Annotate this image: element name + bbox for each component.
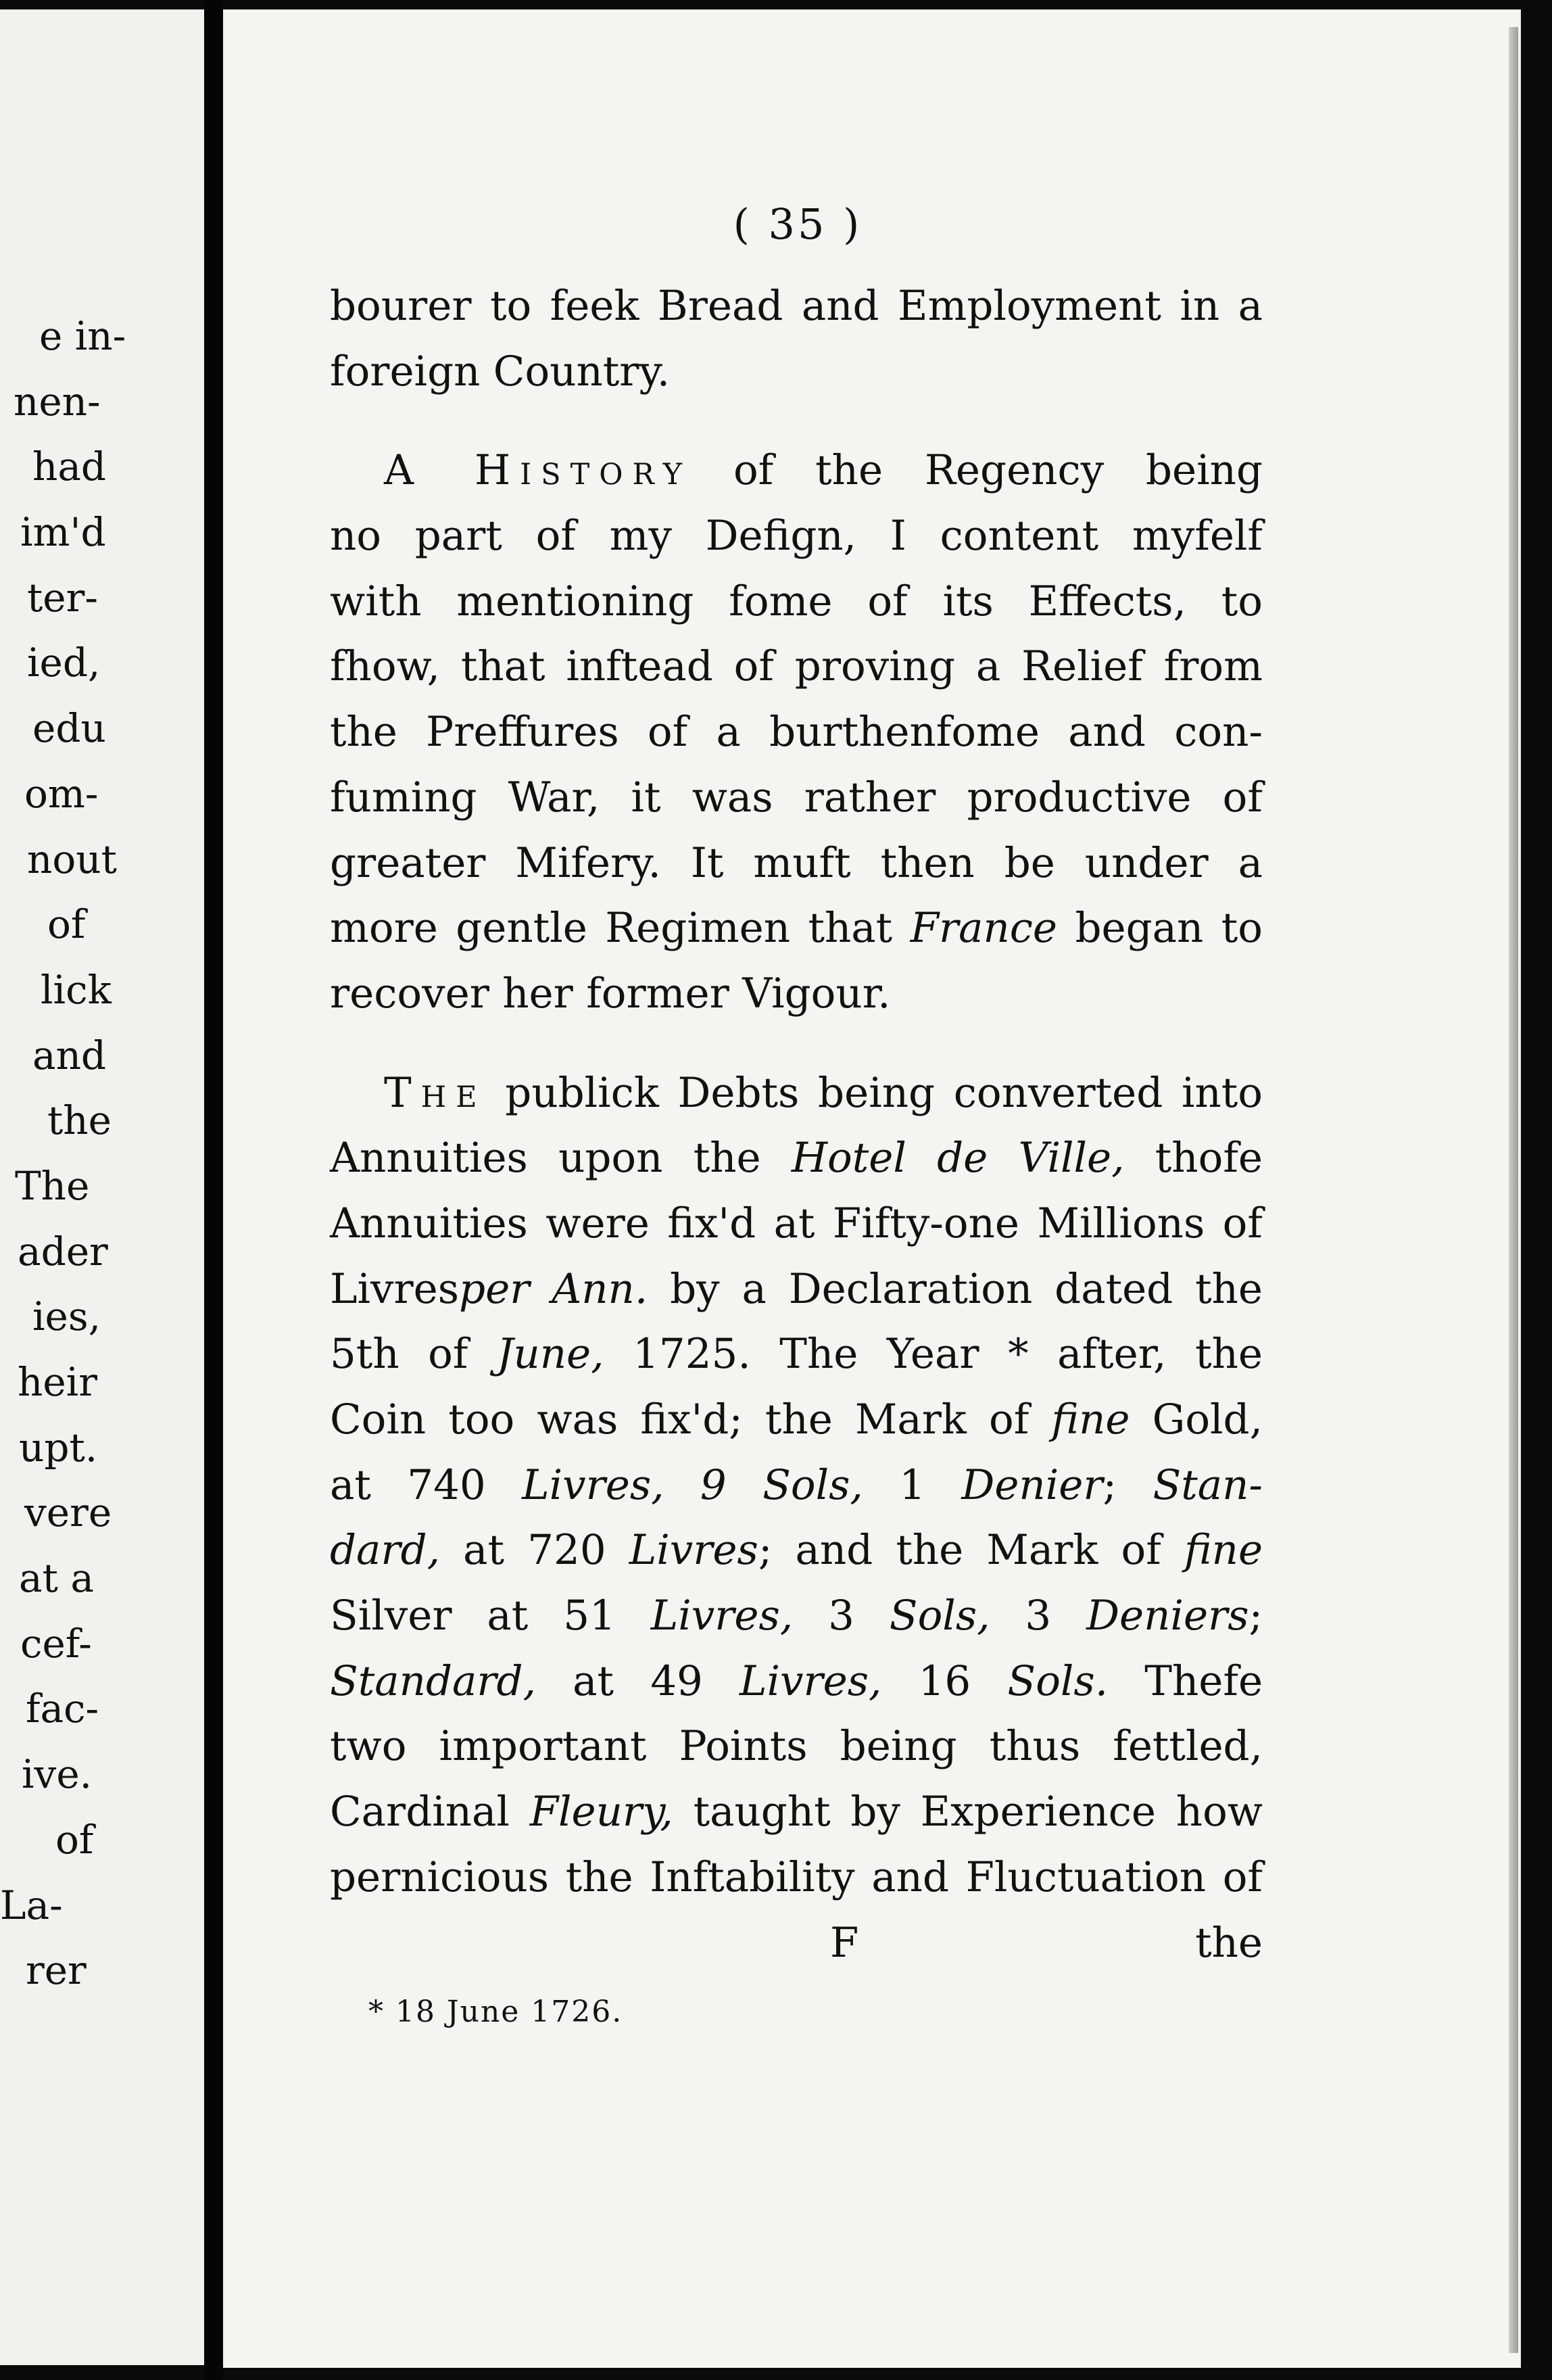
left-page-line: om- — [24, 770, 99, 817]
small-caps-heading: A History — [384, 446, 692, 495]
left-page-line: rer — [26, 1947, 87, 1994]
left-page-line: had — [32, 444, 107, 490]
left-page-line: of — [47, 901, 86, 948]
left-page-line: ader — [18, 1228, 108, 1275]
left-page-line: nen- — [14, 378, 101, 425]
text-line: two important Points being thus fettled, — [330, 1722, 1263, 1771]
text-line: Cardinal Fleury, taught by Experience how — [330, 1788, 1263, 1836]
left-page-line: of — [55, 1816, 94, 1863]
left-page-line: nout — [27, 836, 117, 882]
text-line: the Preffures of a burthenfome and con- — [330, 708, 1263, 757]
text-line: greater Mifery. It muft then be under a — [330, 838, 1263, 887]
book-gutter — [204, 0, 223, 2380]
text-line: Annuities upon the Hotel de Ville, thofe — [330, 1134, 1263, 1183]
text-line: Livresper Ann. by a Declaration dated the — [330, 1264, 1263, 1313]
text-line: The publick Debts being converted into — [384, 1068, 1263, 1117]
left-page-line: ied, — [27, 640, 101, 686]
text-line: Silver at 51 Livres, 3 Sols, 3 Deniers; — [330, 1592, 1263, 1640]
text-line: with mentioning fome of its Effects, to — [330, 577, 1263, 625]
text-line: 5th of June, 1725. The Year * after, the — [330, 1330, 1263, 1379]
text-line: at 740 Livres, 9 Sols, 1 Denier; Stan- — [330, 1460, 1263, 1509]
text-line: foreign Country. — [330, 347, 671, 396]
left-page-line: vere — [24, 1490, 112, 1536]
left-page-line: ive. — [22, 1751, 93, 1798]
left-page-line: ies, — [32, 1293, 101, 1340]
left-page-line: and — [32, 1032, 107, 1078]
text-line: recover her former Vigour. — [330, 969, 891, 1018]
left-page-fragment — [0, 9, 204, 2365]
left-page-line: heir — [18, 1359, 97, 1405]
page-edge — [1509, 27, 1518, 2353]
footnote: * 18 June 1726. — [368, 1995, 623, 2029]
text-line: more gentle Regimen that France began to — [330, 904, 1263, 953]
page-body — [330, 274, 1263, 1976]
left-page-line: edu — [32, 705, 106, 752]
left-page-line: upt. — [19, 1424, 98, 1471]
text-line: pernicious the Inftability and Fluctuation of — [330, 1853, 1263, 1901]
signature-mark: F — [830, 1918, 859, 1967]
catchword: the — [1195, 1918, 1263, 1967]
left-page-line: the — [47, 1097, 112, 1144]
text-line: no part of my Defign, I content myfelf — [330, 512, 1263, 561]
text-line: Coin too was fix'd; the Mark of fine Gold, — [330, 1396, 1263, 1444]
text-line: bourer to feek Bread and Employment in a — [330, 282, 1263, 330]
text-line: Annuities were fix'd at Fifty-one Millions of — [330, 1199, 1263, 1247]
left-page-line: fac- — [26, 1686, 99, 1732]
left-page-line: e in- — [39, 313, 126, 359]
left-page-line: cef- — [20, 1620, 92, 1667]
left-page-line: ter- — [27, 574, 98, 621]
left-page-line: The — [15, 1162, 90, 1209]
text-line: dard, at 720 Livres; and the Mark of fine — [330, 1526, 1263, 1575]
text-line: fhow, that inftead of proving a Relief from — [330, 642, 1263, 691]
text-line: fuming War, it was rather productive of — [330, 773, 1263, 822]
text-line: Standard, at 49 Livres, 16 Sols. Thefe — [330, 1657, 1263, 1705]
left-page-line: at a — [19, 1555, 94, 1602]
signature-row — [330, 1911, 1263, 1976]
small-caps-heading: The — [384, 1068, 487, 1117]
left-page-line: im'd — [20, 509, 106, 556]
text-line: A History of the Regency being — [384, 446, 1263, 495]
left-page-line: lick — [41, 966, 112, 1013]
left-page-text — [0, 304, 126, 2003]
page-number: ( 35 ) — [733, 199, 863, 249]
left-page-line: La- — [0, 1882, 63, 1928]
